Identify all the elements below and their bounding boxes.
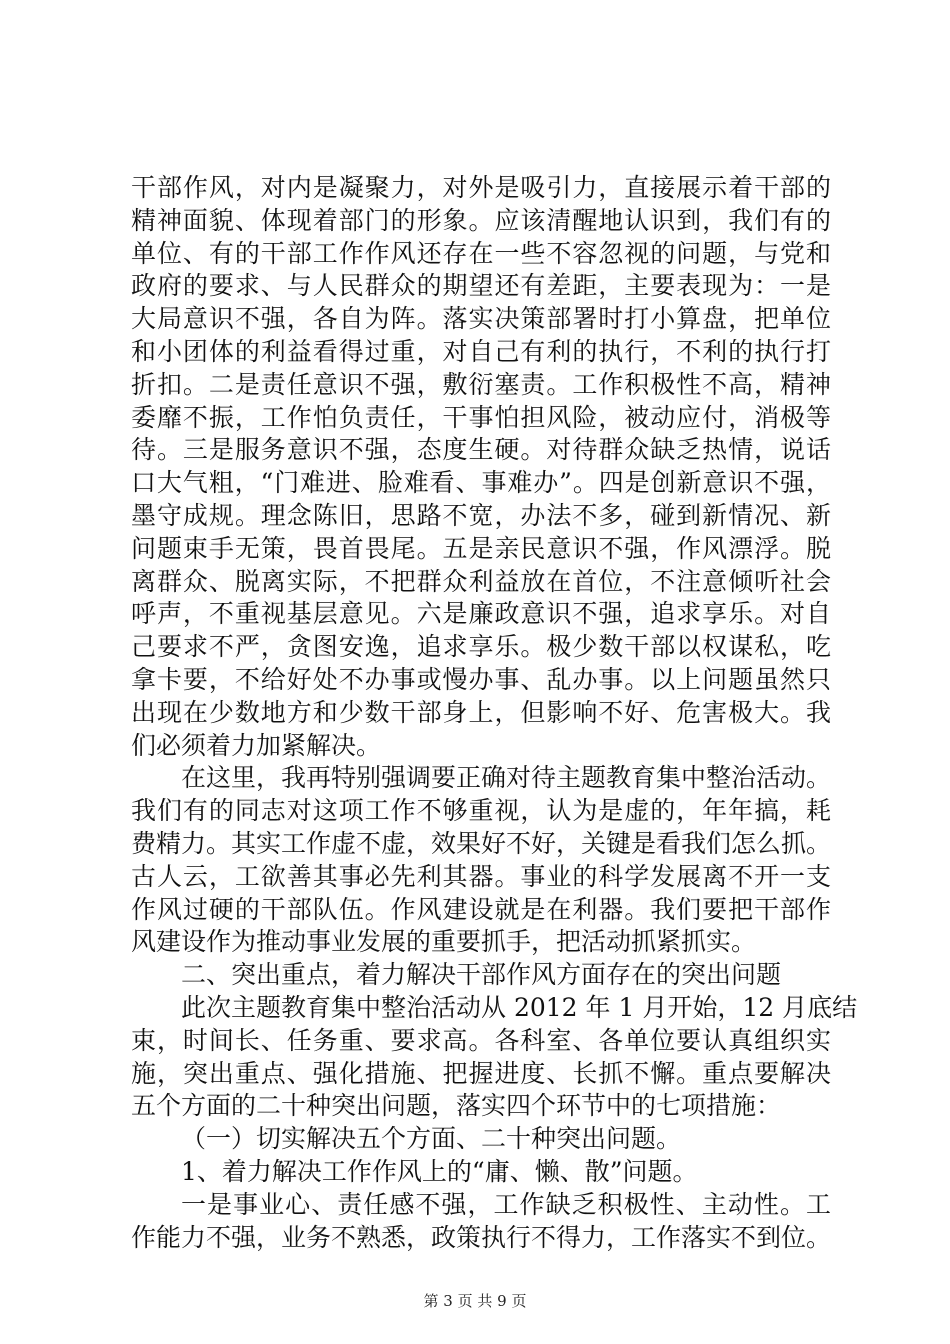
text-line: 拿卡要，不给好处不办事或慢办事、乱办事。以上问题虽然只 (131, 664, 831, 694)
text-line: 1、着力解决工作作风上的“庸、懒、散”问题。 (181, 1156, 698, 1186)
text-line: 作风过硬的干部队伍。作风建设就是在利器。我们要把干部作 (131, 894, 831, 924)
text-line: 作能力不强，业务不熟悉，政策执行不得力，工作落实不到位。 (131, 1222, 832, 1252)
text-line: 施，突出重点、强化措施、把握进度、长抓不懈。重点要解决 (131, 1058, 831, 1088)
text-line: 大局意识不强，各自为阵。落实决策部署时打小算盘，把单位 (131, 304, 831, 334)
text-line: 五个方面的二十种突出问题，落实四个环节中的七项措施： (131, 1091, 782, 1121)
text-line: 口大气粗，“门难进、脸难看、事难办”。四是创新意识不强， (131, 468, 831, 498)
text-line: 精神面貌、体现着部门的形象。应该清醒地认识到，我们有的 (131, 205, 831, 235)
text-line: 此次主题教育集中整治活动从 2012 年 1 月开始，12 月底结 (181, 992, 858, 1022)
text-line: 我们有的同志对这项工作不够重视，认为是虚的，年年搞，耗 (131, 796, 831, 826)
text-line: 和小团体的利益看得过重，对自己有利的执行，不利的执行打 (131, 336, 831, 366)
text-line: 呼声，不重视基层意见。六是廉政意识不强，追求享乐。对自 (131, 599, 831, 629)
document-body (131, 172, 858, 1254)
text-line: 墨守成规。理念陈旧，思路不宽，办法不多，碰到新情况、新 (131, 500, 831, 530)
text-line: 待。三是服务意识不强，态度生硬。对待群众缺乏热情，说话 (131, 435, 831, 465)
page-footer: 第 3 页 共 9 页 (423, 1292, 527, 1310)
text-line: 政府的要求、与人民群众的期望还有差距，主要表现为：一是 (131, 271, 831, 301)
text-line: 二、突出重点，着力解决干部作风方面存在的突出问题 (181, 960, 782, 990)
text-line: 离群众、脱离实际，不把群众利益放在首位，不注意倾听社会 (131, 566, 831, 596)
text-line: 古人云，工欲善其事必先利其器。事业的科学发展离不开一支 (131, 861, 831, 891)
text-line: 折扣。二是责任意识不强，敷衍塞责。工作积极性不高，精神 (131, 369, 831, 399)
text-line: 委靡不振，工作怕负责任，干事怕担风险，被动应付，消极等 (131, 402, 831, 432)
text-line: 一是事业心、责任感不强，工作缺乏积极性、主动性。工 (181, 1189, 831, 1219)
text-line: 己要求不严，贪图安逸，追求享乐。极少数干部以权谋私，吃 (131, 632, 831, 662)
text-line: 单位、有的干部工作作风还存在一些不容忽视的问题，与党和 (131, 238, 831, 268)
text-line: 问题束手无策，畏首畏尾。五是亲民意识不强，作风漂浮。脱 (131, 533, 831, 563)
text-line: （一）切实解决五个方面、二十种突出问题。 (181, 1124, 682, 1154)
text-line: 风建设作为推动事业发展的重要抓手，把活动抓紧抓实。 (131, 927, 757, 957)
text-line: 出现在少数地方和少数干部身上，但影响不好、危害极大。我 (131, 697, 831, 727)
text-line: 费精力。其实工作虚不虚，效果好不好，关键是看我们怎么抓。 (131, 828, 832, 858)
text-line: 干部作风，对内是凝聚力，对外是吸引力，直接展示着干部的 (131, 173, 831, 202)
text-line: 在这里，我再特别强调要正确对待主题教育集中整治活动。 (181, 763, 832, 793)
text-line: 束，时间长、任务重、要求高。各科室、各单位要认真组织实 (131, 1025, 831, 1055)
text-line: 们必须着力加紧解决。 (131, 730, 382, 760)
